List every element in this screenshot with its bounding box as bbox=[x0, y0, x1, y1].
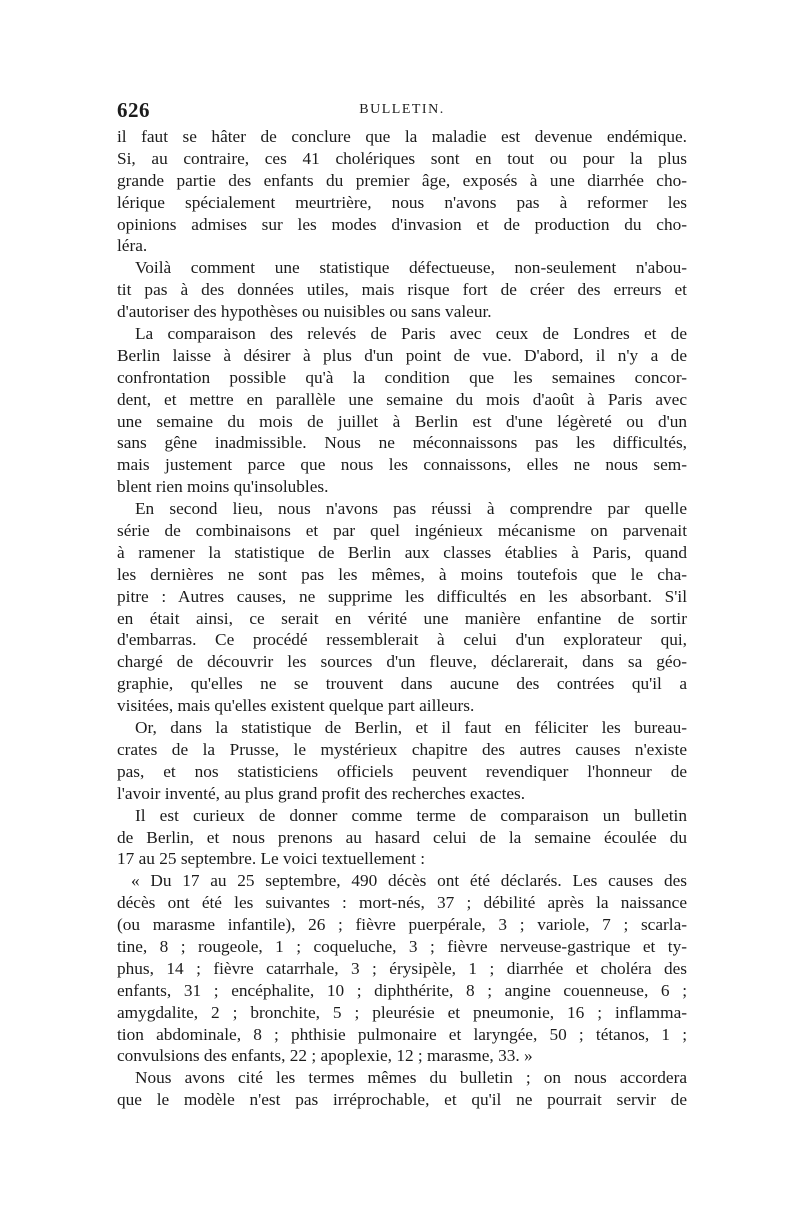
text-line: Il est curieux de donner comme terme de comparaison un bulletin bbox=[135, 805, 687, 825]
text-line: phus, 14 ; fièvre catarrhale, 3 ; érysipèle, 1 ; diarrhée et choléra des bbox=[117, 958, 687, 978]
text-line: enfants, 31 ; encéphalite, 10 ; diphthérite, 8 ; angine couenneuse, 6 ; bbox=[117, 980, 687, 1000]
text-line: léra. bbox=[117, 236, 148, 256]
text-line: tit pas à des données utiles, mais risque fort de créer des erreurs et bbox=[117, 280, 687, 300]
body-text bbox=[117, 126, 687, 1111]
text-line: dent, et mettre en parallèle une semaine du mois d'août à Paris avec bbox=[117, 389, 687, 409]
text-line: visitées, mais qu'elles existent quelque part ailleurs. bbox=[117, 696, 475, 716]
text-line: série de combinaisons et par quel ingénieux mécanisme on parvenait bbox=[117, 521, 687, 541]
text-line: « Du 17 au 25 septembre, 490 décès ont été déclarés. Les causes des bbox=[131, 871, 687, 891]
text-line: graphie, qu'elles ne se trouvent dans aucune des contrées qu'il a bbox=[117, 674, 687, 694]
page-number: 626 bbox=[117, 98, 150, 122]
text-line: confrontation possible qu'à la condition que les semaines concor- bbox=[117, 367, 687, 387]
text-line: grande partie des enfants du premier âge, exposés à une diarrhée cho- bbox=[117, 170, 687, 190]
text-line: (ou marasme infantile), 26 ; fièvre puerpérale, 3 ; variole, 7 ; scarla- bbox=[117, 915, 687, 935]
text-line: Si, au contraire, ces 41 cholériques sont en tout ou pour la plus bbox=[117, 148, 687, 168]
text-line: blent rien moins qu'insolubles. bbox=[117, 477, 329, 497]
text-line: pas, et nos statisticiens officiels peuvent revendiquer l'honneur de bbox=[117, 761, 687, 781]
text-line: Berlin laisse à désirer à plus d'un point de vue. D'abord, il n'y a de bbox=[117, 345, 687, 365]
text-line: Nous avons cité les termes mêmes du bulletin ; on nous accordera bbox=[135, 1068, 687, 1088]
text-line: d'embarras. Ce procédé ressemblerait à celui d'un explorateur qui, bbox=[117, 630, 687, 650]
text-line: En second lieu, nous n'avons pas réussi à comprendre par quelle bbox=[135, 499, 687, 519]
text-line: crates de la Prusse, le mystérieux chapitre des autres causes n'existe bbox=[117, 739, 687, 759]
text-line: il faut se hâter de conclure que la maladie est devenue endémique. bbox=[117, 127, 687, 146]
text-line: que le modèle n'est pas irréprochable, et qu'il ne pourrait servir de bbox=[117, 1090, 687, 1110]
text-line: pitre : Autres causes, ne supprime les difficultés en les absorbant. S'il bbox=[117, 586, 687, 606]
text-line: l'avoir inventé, au plus grand profit des recherches exactes. bbox=[117, 783, 526, 803]
text-line: une semaine du mois de juillet à Berlin est d'une légèreté ou d'un bbox=[117, 411, 687, 431]
text-line: lérique spécialement meurtrière, nous n'avons pas à reformer les bbox=[117, 192, 687, 212]
text-line: décès ont été les suivantes : mort-nés, 37 ; débilité après la naissance bbox=[117, 893, 687, 913]
text-line: opinions admises sur les modes d'invasion et de production du cho- bbox=[117, 214, 687, 234]
text-line: mais justement parce que nous les connaissons, elles ne nous sem- bbox=[117, 455, 687, 475]
text-line: à ramener la statistique de Berlin aux classes établies à Paris, quand bbox=[117, 542, 687, 562]
text-line: chargé de découvrir les sources d'un fleuve, déclarerait, dans sa géo- bbox=[117, 652, 687, 672]
text-line: tion abdominale, 8 ; phthisie pulmonaire et laryngée, 50 ; tétanos, 1 ; bbox=[117, 1024, 687, 1044]
text-line: La comparaison des relevés de Paris avec ceux de Londres et de bbox=[135, 324, 687, 344]
text-line: convulsions des enfants, 22 ; apoplexie, 12 ; marasme, 33. » bbox=[117, 1046, 533, 1066]
text-line: de Berlin, et nous prenons au hasard celui de la semaine écoulée du bbox=[117, 827, 687, 847]
running-head: BULLETIN. bbox=[359, 102, 445, 117]
page-header bbox=[117, 98, 687, 124]
text-line: Or, dans la statistique de Berlin, et il faut en féliciter les bureau- bbox=[135, 718, 687, 738]
text-line: 17 au 25 septembre. Le voici textuellement : bbox=[117, 849, 426, 869]
text-line: les dernières ne sont pas les mêmes, à moins toutefois que le cha- bbox=[117, 564, 687, 584]
text-line: d'autoriser des hypothèses ou nuisibles ou sans valeur. bbox=[117, 302, 492, 322]
text-line: en était ainsi, ce serait en vérité une manière enfantine de sortir bbox=[117, 608, 687, 628]
text-line: sans gêne inadmissible. Nous ne méconnaissons pas les difficultés, bbox=[117, 433, 687, 453]
text-line: tine, 8 ; rougeole, 1 ; coqueluche, 3 ; fièvre nerveuse-gastrique et ty- bbox=[117, 936, 687, 956]
text-line: Voilà comment une statistique défectueuse, non-seulement n'abou- bbox=[135, 258, 687, 278]
text-line: amygdalite, 2 ; bronchite, 5 ; pleurésie et pneumonie, 16 ; inflamma- bbox=[117, 1002, 687, 1022]
